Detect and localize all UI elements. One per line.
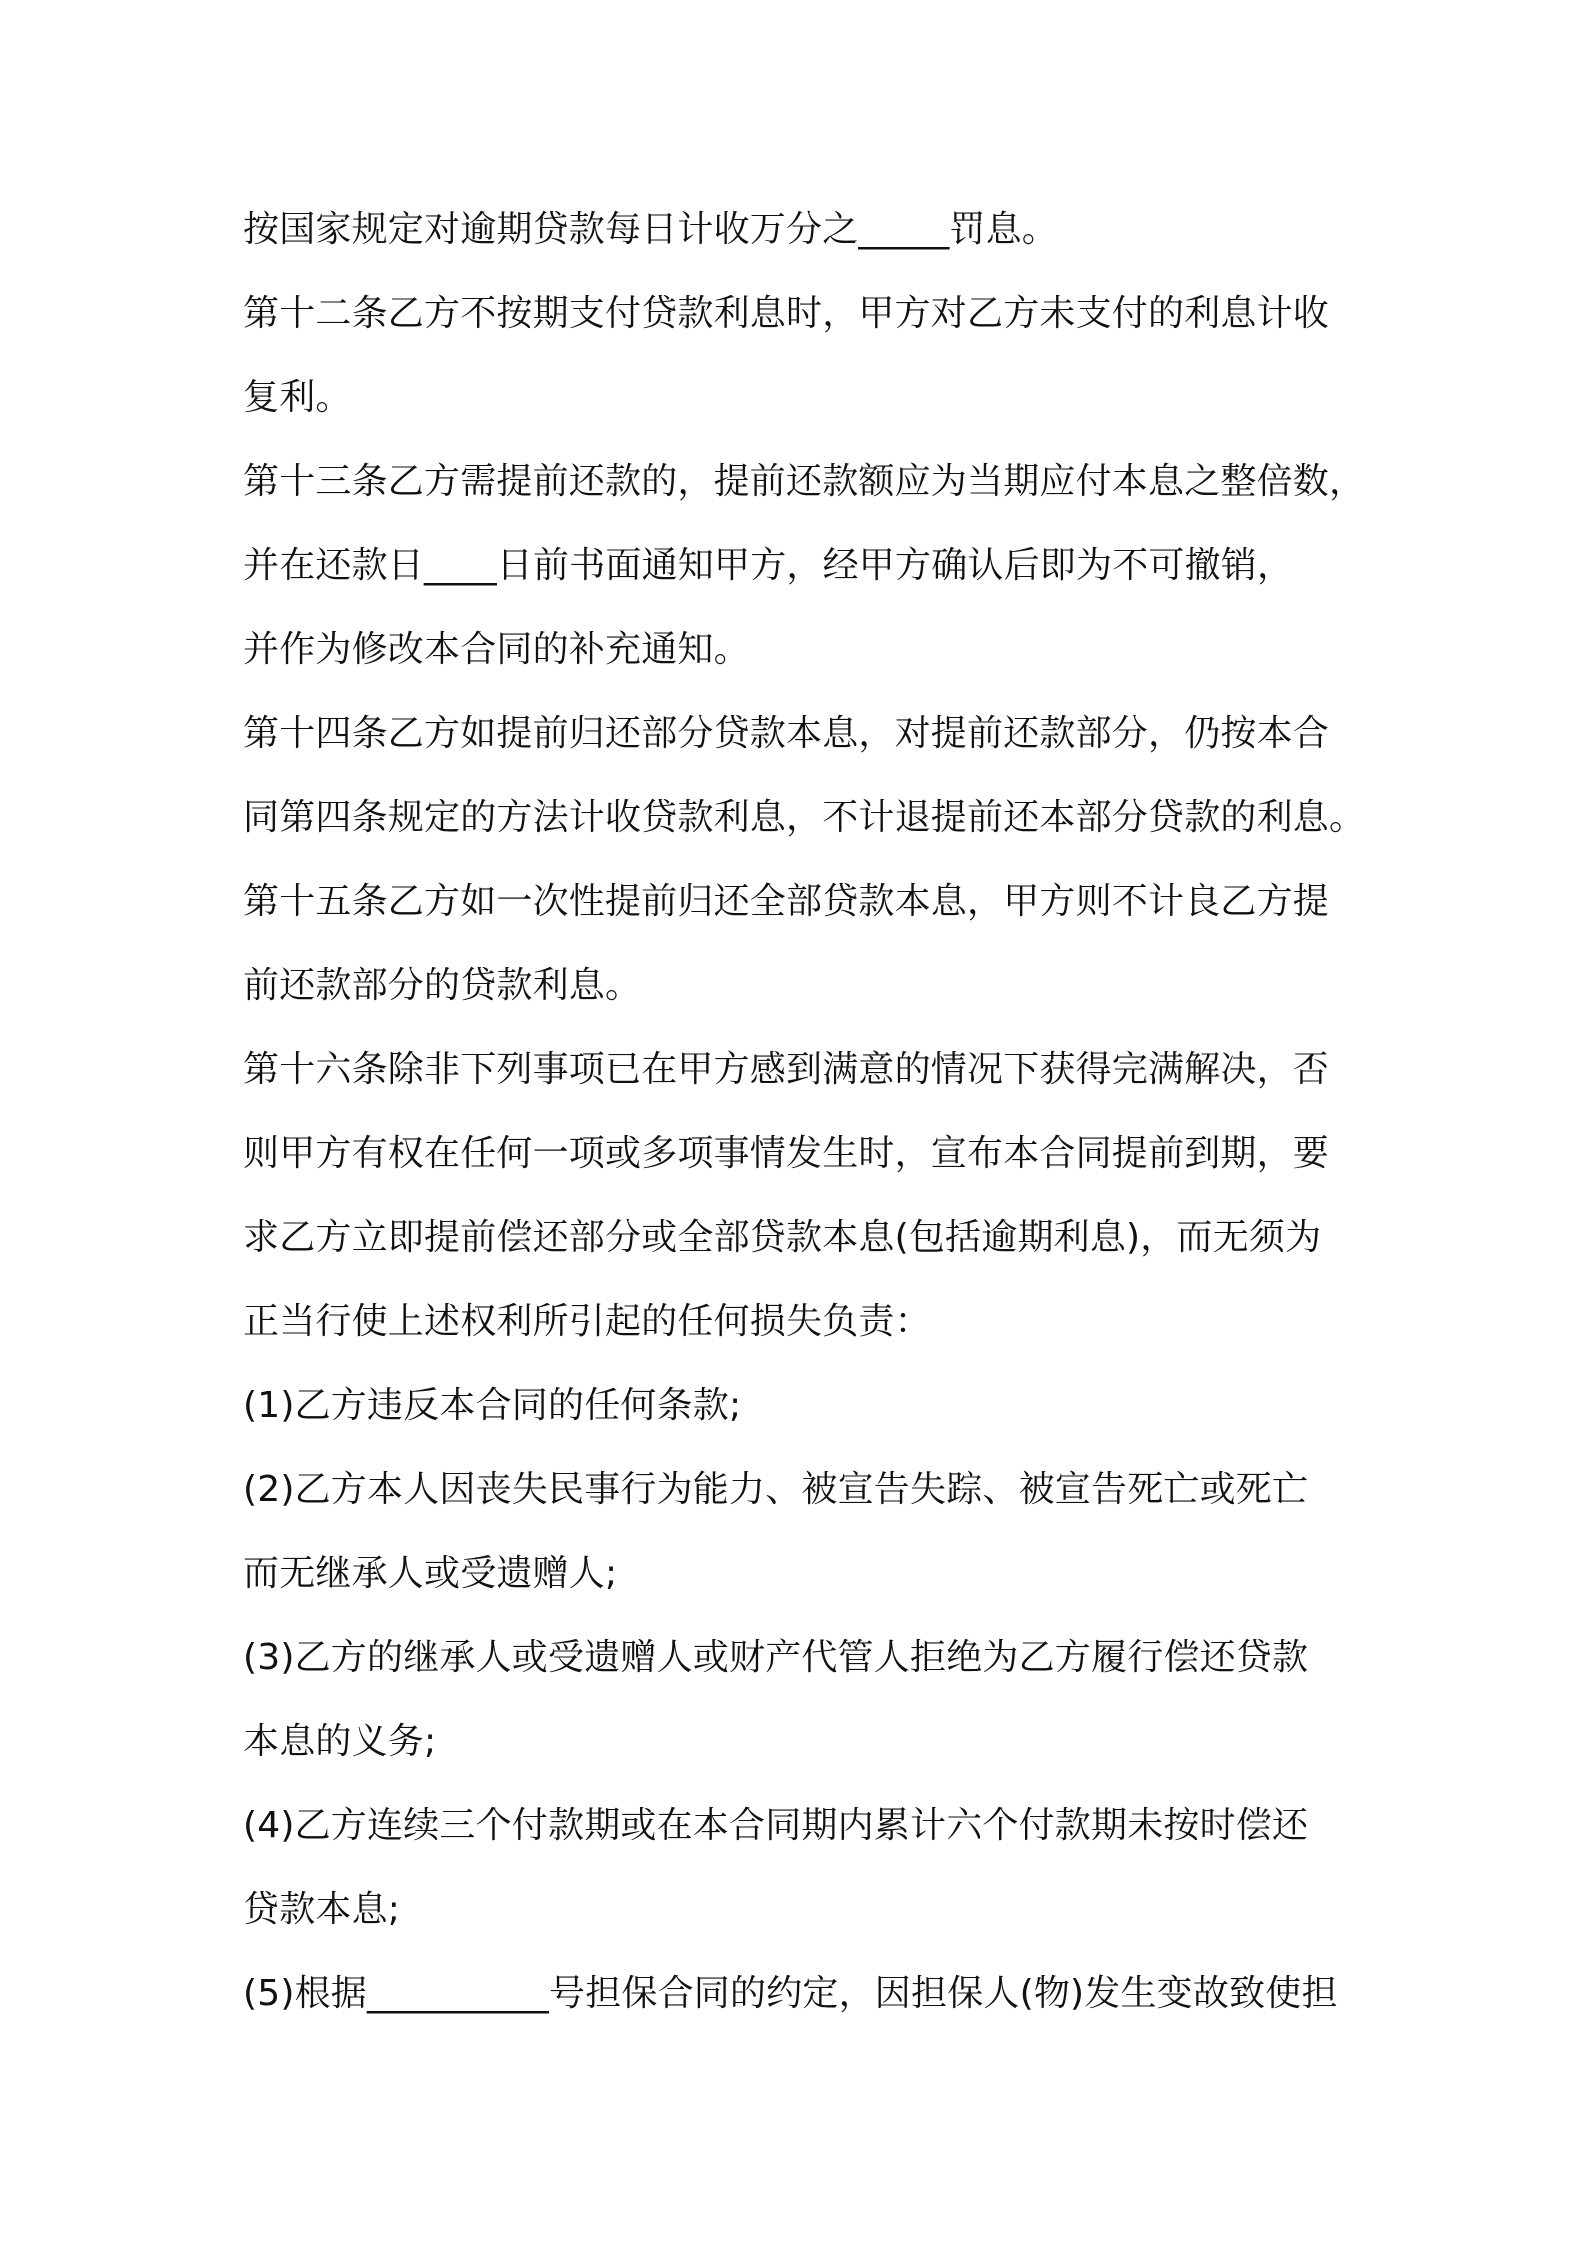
text-line: 复利。 — [243, 377, 352, 418]
text-line: 求乙方立即提前偿还部分或全部贷款本息(包括逾期利息)，而无须为 — [243, 1217, 1322, 1258]
text-line: 前还款部分的贷款利息。 — [243, 965, 642, 1006]
text-line: 第十二条乙方不按期支付贷款利息时，甲方对乙方未支付的利息计收 — [243, 293, 1330, 334]
text-line: 并作为修改本合同的补充通知。 — [243, 629, 750, 670]
text-line: 第十五条乙方如一次性提前归还全部贷款本息，甲方则不计良乙方提 — [243, 881, 1330, 922]
text-line: 而无继承人或受遗赠人; — [243, 1553, 618, 1594]
text-line: 本息的义务; — [243, 1721, 437, 1762]
text-line: 第十六条除非下列事项已在甲方感到满意的情况下获得完满解决，否 — [243, 1049, 1330, 1090]
document-body — [243, 200, 1383, 2048]
text-line: (2)乙方本人因丧失民事行为能力、被宣告失踪、被宣告死亡或死亡 — [243, 1469, 1309, 1510]
text-line: 并在还款日____日前书面通知甲方，经甲方确认后即为不可撤销， — [243, 545, 1294, 586]
text-line: 正当行使上述权利所引起的任何损失负责： — [243, 1301, 931, 1342]
text-line: (5)根据__________号担保合同的约定，因担保人(物)发生变故致使担 — [243, 1973, 1338, 2014]
text-line: 按国家规定对逾期贷款每日计收万分之_____罚息。 — [243, 209, 1059, 250]
text-line: (1)乙方违反本合同的任何条款; — [243, 1385, 742, 1426]
text-line: 第十四条乙方如提前归还部分贷款本息，对提前还款部分，仍按本合 — [243, 713, 1330, 754]
text-line: 贷款本息; — [243, 1889, 401, 1930]
text-line: 同第四条规定的方法计收贷款利息，不计退提前还本部分贷款的利息。 — [243, 797, 1366, 838]
text-line: 第十三条乙方需提前还款的，提前还款额应为当期应付本息之整倍数， — [243, 461, 1366, 502]
text-line: (3)乙方的继承人或受遗赠人或财产代管人拒绝为乙方履行偿还贷款 — [243, 1637, 1309, 1678]
text-line: 则甲方有权在任何一项或多项事情发生时，宣布本合同提前到期，要 — [243, 1133, 1330, 1174]
text-line: (4)乙方连续三个付款期或在本合同期内累计六个付款期未按时偿还 — [243, 1805, 1309, 1846]
